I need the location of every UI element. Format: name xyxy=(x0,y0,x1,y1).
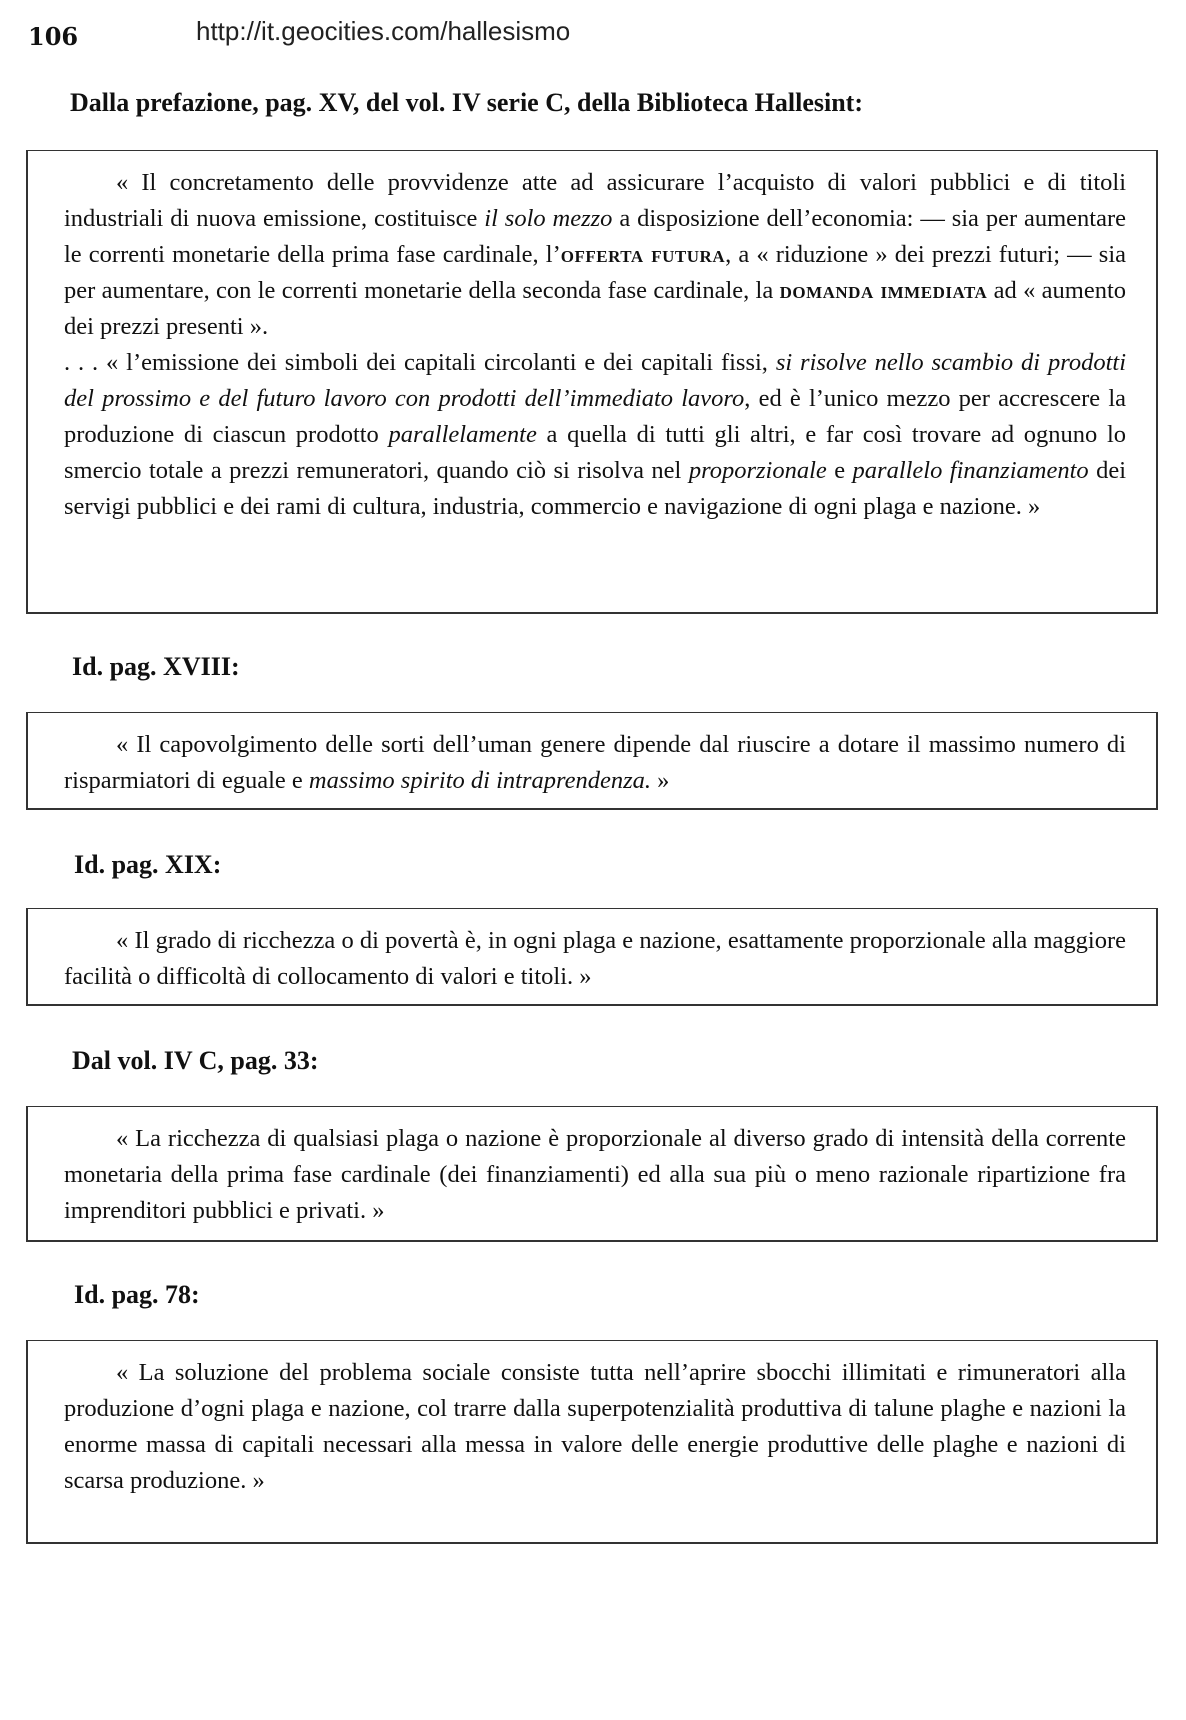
quote-smallcaps: domanda immediata xyxy=(779,277,988,304)
quote-box xyxy=(26,1106,1158,1242)
quote-text: « Il concretamento delle provvidenze atte ad assicurare l’acquisto di valori pubblici e di titoli industriali di nuova emissione, costituisce xyxy=(64,169,1126,232)
quote-smallcaps: offerta futura xyxy=(560,241,726,268)
quote-text: a disposizione dell’economia: — sia per aumentare le correnti monetarie della prima fase cardinale, l’ xyxy=(64,205,1127,268)
quote-text: « Il capovolgimento delle sorti dell’uman genere dipende dal riuscire a dotare il massimo numero di risparmiatori di eguale e xyxy=(64,731,1126,794)
page-number: 106 xyxy=(28,22,79,51)
quote-emphasis: il solo mezzo xyxy=(484,205,613,232)
quote-text: . . . « l’emissione dei simboli dei capitali circolanti e dei capitali fissi, xyxy=(64,349,768,376)
quote-emphasis: proporzionale xyxy=(688,457,827,484)
quote-paragraph: « La ricchezza di qualsiasi plaga o nazione è proporzionale al diverso grado di intensità della corrente monetaria della prima fase cardinale (dei finanziamenti) ed alla sua più o meno razionale ripartizione fra imprenditori pubblici e privati. » xyxy=(64,1125,1126,1224)
quote-text: ad « aumento dei prezzi presenti ». xyxy=(64,277,1127,340)
quote-text: » xyxy=(657,767,670,794)
quote-paragraph xyxy=(64,345,1126,525)
quote-text: e xyxy=(834,457,846,484)
section-heading: Id. pag. 78: xyxy=(74,1280,200,1309)
quote-text: , ed è l’unico mezzo per accrescere la produzione di ciascun prodotto xyxy=(64,385,1126,448)
source-url: http://it.geocities.com/hallesismo xyxy=(196,16,571,46)
quote-box xyxy=(26,712,1158,810)
section-heading: Dalla prefazione, pag. XV, del vol. IV serie C, della Biblioteca Hallesint: xyxy=(70,88,863,117)
quote-emphasis: si risolve nello scambio di prodotti del prossimo e del futuro lavoro con prodotti dell’immediato lavoro xyxy=(64,349,1127,412)
quote-paragraph xyxy=(64,165,1126,345)
section-heading: Id. pag. XVIII: xyxy=(72,652,240,681)
quote-emphasis: parallelo finanziamento xyxy=(852,457,1089,484)
quote-text: a quella di tutti gli altri, e far così trovare ad ognuno lo smercio totale a prezzi remuneratori, quando ciò si risolva nel xyxy=(64,421,1126,484)
quote-box xyxy=(26,150,1158,614)
quote-box xyxy=(26,908,1158,1006)
quote-paragraph: « Il grado di ricchezza o di povertà è, in ogni plaga e nazione, esattamente proporzionale alla maggiore facilità o difficoltà di collocamento di valori e titoli. » xyxy=(64,927,1126,990)
quote-box xyxy=(26,1340,1158,1544)
quote-emphasis: massimo spirito di intraprendenza. xyxy=(308,767,652,794)
quote-paragraph: « La soluzione del problema sociale consiste tutta nell’aprire sbocchi illimitati e rimuneratori alla produzione d’ogni plaga e nazione, col trarre dalla superpotenzialità produttiva di talune plaghe e nazioni la enorme massa di capitali necessari alla messa in valore delle energie produttive delle plaghe e nazioni di scarsa produzione. » xyxy=(64,1359,1126,1494)
quote-text: , a « riduzione » dei prezzi futuri; — sia per aumentare, con le correnti monetarie della seconda fase cardinale, la xyxy=(64,241,1127,304)
quote-text: dei servigi pubblici e dei rami di cultura, industria, commercio e navigazione di ogni plaga e nazione. » xyxy=(64,457,1127,520)
section-heading: Id. pag. XIX: xyxy=(74,850,222,879)
section-heading: Dal vol. IV C, pag. 33: xyxy=(72,1046,319,1075)
quote-emphasis: parallelamente xyxy=(388,421,537,448)
quote-paragraph xyxy=(64,727,1126,799)
